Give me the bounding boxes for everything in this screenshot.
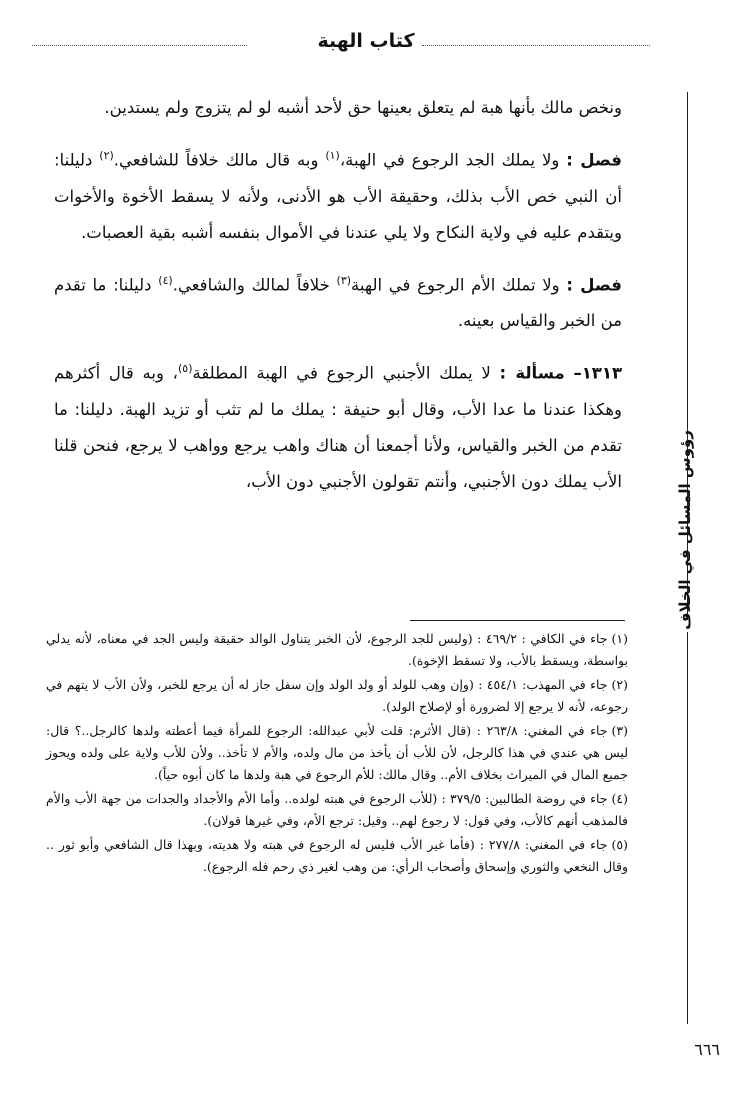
section-keyword: فصل : [566,150,622,170]
paragraph-text: خلافاً لمالك والشافعي. [172,275,337,294]
issue-number: ١٣١٣– [573,363,623,383]
footnote-number: (٥) [611,837,628,852]
page-title: كتاب الهبة [317,30,415,52]
footnote-number: (٤) [611,791,629,806]
paragraph-text: لا يملك الأجنبي الرجوع في الهبة المطلقة [192,363,500,383]
side-rule-bottom [687,632,688,1024]
paragraph-4 [54,351,622,500]
footnote-ref[interactable]: (١) [325,149,340,162]
main-text [54,90,622,512]
footnote-text: جاء في روضة الطالبين: ٣٧٩/٥ : (للأب الرجوع في هبته لولده.. وأما الأم والأجداد والجدات من جهة الأب والأم فالمذهب أنهم كالأب، وفي قول: لا رجوع لهم.. وقيل: ترجع الأم، وفي غيرها قولان). [46,791,628,828]
paragraph-text: ولا يملك الجد الرجوع في الهبة، [339,150,567,170]
footnote-number: (٢) [611,677,628,692]
footnote-divider [410,620,625,621]
paragraph-text: ولا تملك الأم الرجوع في الهبة [351,275,567,294]
paragraph-text: دليلنا: ما تقدم من الخبر والقياس بعينه. [54,275,622,330]
footnote-number: (٣) [611,723,628,738]
footnote [46,628,628,672]
footnote [46,788,628,832]
footnote-text: جاء في المغني: ٢٦٣/٨ : (قال الأثرم: قلت لأبي عبدالله: الرجوع للمرأة فيما أعطته ولدها كالرجل..؟ قال: ليس هي عندي في هذا كالرجل، لأن للأب أن يأخذ من مال ولده، والأم لا تأخذ.. ولأن للأب ولاية على ولده ويحوز جميع المال في الميراث بخلاف الأم.. وقال مالك: للأم الرجوع في هبة ولدها ما كان أبوه حياً). [46,723,628,782]
footnote [46,674,628,718]
header-rule-right [422,45,650,46]
footnote [46,834,628,878]
paragraph-2 [54,138,622,251]
section-keyword: فصل : [566,275,622,294]
footnote-text: جاء في الكافي : ٤٦٩/٢ : (وليس للجد الرجوع، لأن الخبر يتناول الوالد حقيقة وليس الجد في معناه، لأنه يدلي بواسطة، ويسقط بالأب، ولا تسقط الإخوة). [46,631,628,668]
paragraph-1: ونخص مالك بأنها هبة لم يتعلق بعينها حق لأحد أشبه لو لم يتزوج ولم يستدين. [104,98,622,117]
footnote-ref[interactable]: (٤) [158,273,173,287]
page-number: ٦٦٦ [694,1040,720,1059]
footnote-ref[interactable]: (٥) [177,362,193,375]
running-side-title: رؤوس المسائل في الخلاف [676,430,694,630]
footnote-number: (١) [611,631,628,646]
footnote-ref[interactable]: (٢) [99,149,114,162]
paragraph-3 [54,263,622,340]
footnote-text: جاء في المهذب: ٤٥٤/١ : (وإن وهب للولد أو ولد الولد وإن سفل جاز له أن يرجع للخبر، ولأن الأب لا يتهم في رجوعه، لأنه لا يرجع إلا لضرورة أو لإصلاح الولد). [46,677,628,714]
paragraph-text: دليلنا: أن النبي خص الأب بذلك، وحقيقة الأب هو الأدنى، ولأنه لا يسقط الأخوة والأخوات ويتقدم عليه في ولاية النكاح ولا يلي عندنا في الأموال بنفسه أشبه بقية العصبات. [54,150,622,242]
footnote [46,720,628,786]
footnote-ref[interactable]: (٣) [336,273,352,287]
footnote-text: جاء في المغني: ٢٧٧/٨ : (فأما غير الأب فليس له الرجوع في هبته ولا هديته، وبهذا قال الشافعي وأبو ثور .. وقال النخعي والثوري وإسحاق وأصحاب الرأي: من وهب لغير ذي رحم فله الرجوع). [46,837,628,874]
paragraph-text: ، وبه قال أكثرهم وهكذا عندنا ما عدا الأب، وقال أبو حنيفة : يملك ما لم تثب أو تزيد الهبة. دليلنا: ما تقدم من الخبر والقياس، ولأنا أجمعنا أن هناك واهب يرجع وواهب لا يرجع، فنحن قلنا الأب يملك دون الأجنبي، وأنتم تقولون الأجنبي دون الأب، [54,363,622,491]
issue-keyword: مسألة : [499,363,565,383]
paragraph-text: وبه قال مالك خلافاً للشافعي. [113,150,326,170]
footnotes [46,628,628,880]
